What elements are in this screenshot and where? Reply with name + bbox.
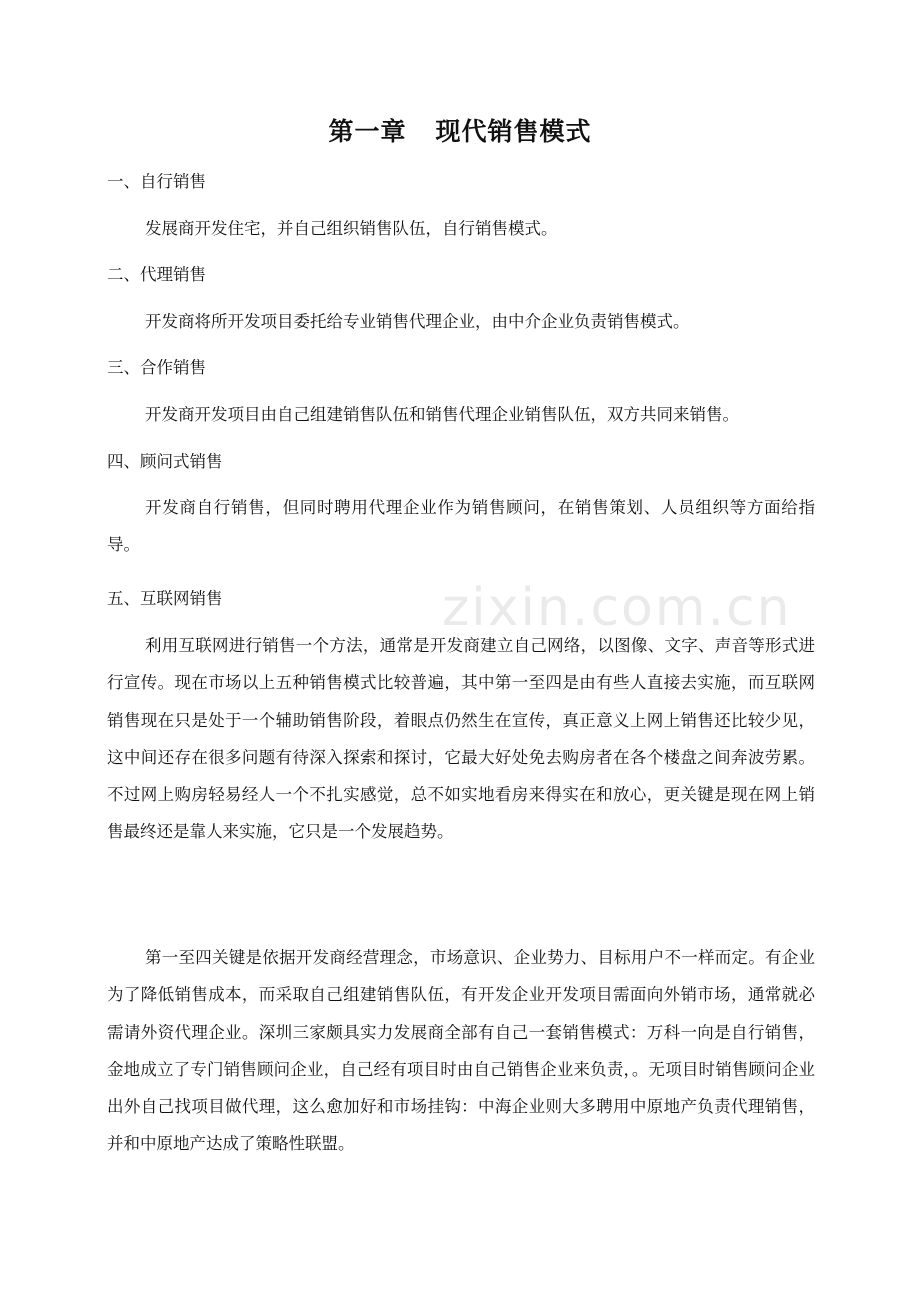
section-body-3: 开发商开发项目由自己组建销售队伍和销售代理企业销售队伍，双方共同来销售。: [145, 405, 739, 424]
watermark-text: zixin.com.cn: [442, 578, 792, 638]
section-body-1: 发展商开发住宅，并自己组织销售队伍，自行销售模式。: [145, 219, 558, 238]
section-heading-2: 二、代理销售: [107, 265, 206, 284]
section-heading-1: 一、自行销售: [107, 172, 206, 191]
closing-paragraph: 第一至四关键是依据开发商经营理念，市场意识、企业势力、目标用户不一样而定。有企业为了降低销售成本，而采取自己组建销售队伍，有开发企业开发项目需面向外销市场，通常就必需请外资代理企业。深圳三家颇具实力发展商全部有自己一套销售模式：万科一向是自行销售，金地成立了专门销售顾问企业，自己经有项目时由自己销售企业来负责，。无项目时销售顾问企业出外自己找项目做代理，这么愈加好和市场挂钩：中海企业则大多聘用中原地产负责代理销售，并和中原地产达成了策略性联盟。: [107, 948, 815, 1154]
section-body-5: 利用互联网进行销售一个方法，通常是开发商建立自己网络，以图像、文字、声音等形式进行宣传。现在市场以上五种销售模式比较普遍，其中第一至四是由有些人直接去实施，而互联网销售现在只是处于一个辅助销售阶段，着眼点仍然生在宣传，真正意义上网上销售还比较少见，这中间还存在很多问题有待深入探索和探讨，它最大好处免去购房者在各个楼盘之间奔波劳累。不过网上购房轻易经人一个不扎实感觉，总不如实地看房来得实在和放心，更关键是现在网上销售最终还是靠人来实施，它只是一个发展趋势。: [107, 636, 815, 842]
section-heading-4: 四、顾问式销售: [107, 452, 223, 471]
section-body-4: 开发商自行销售，但同时聘用代理企业作为销售顾问，在销售策划、人员组织等方面给指导。: [107, 498, 815, 555]
section-heading-3: 三、合作销售: [107, 358, 206, 377]
chapter-title: 第一章 现代销售模式: [328, 117, 592, 146]
section-heading-5: 五、互联网销售: [107, 589, 223, 608]
section-body-2: 开发商将所开发项目委托给专业销售代理企业，由中介企业负责销售模式。: [145, 312, 690, 331]
